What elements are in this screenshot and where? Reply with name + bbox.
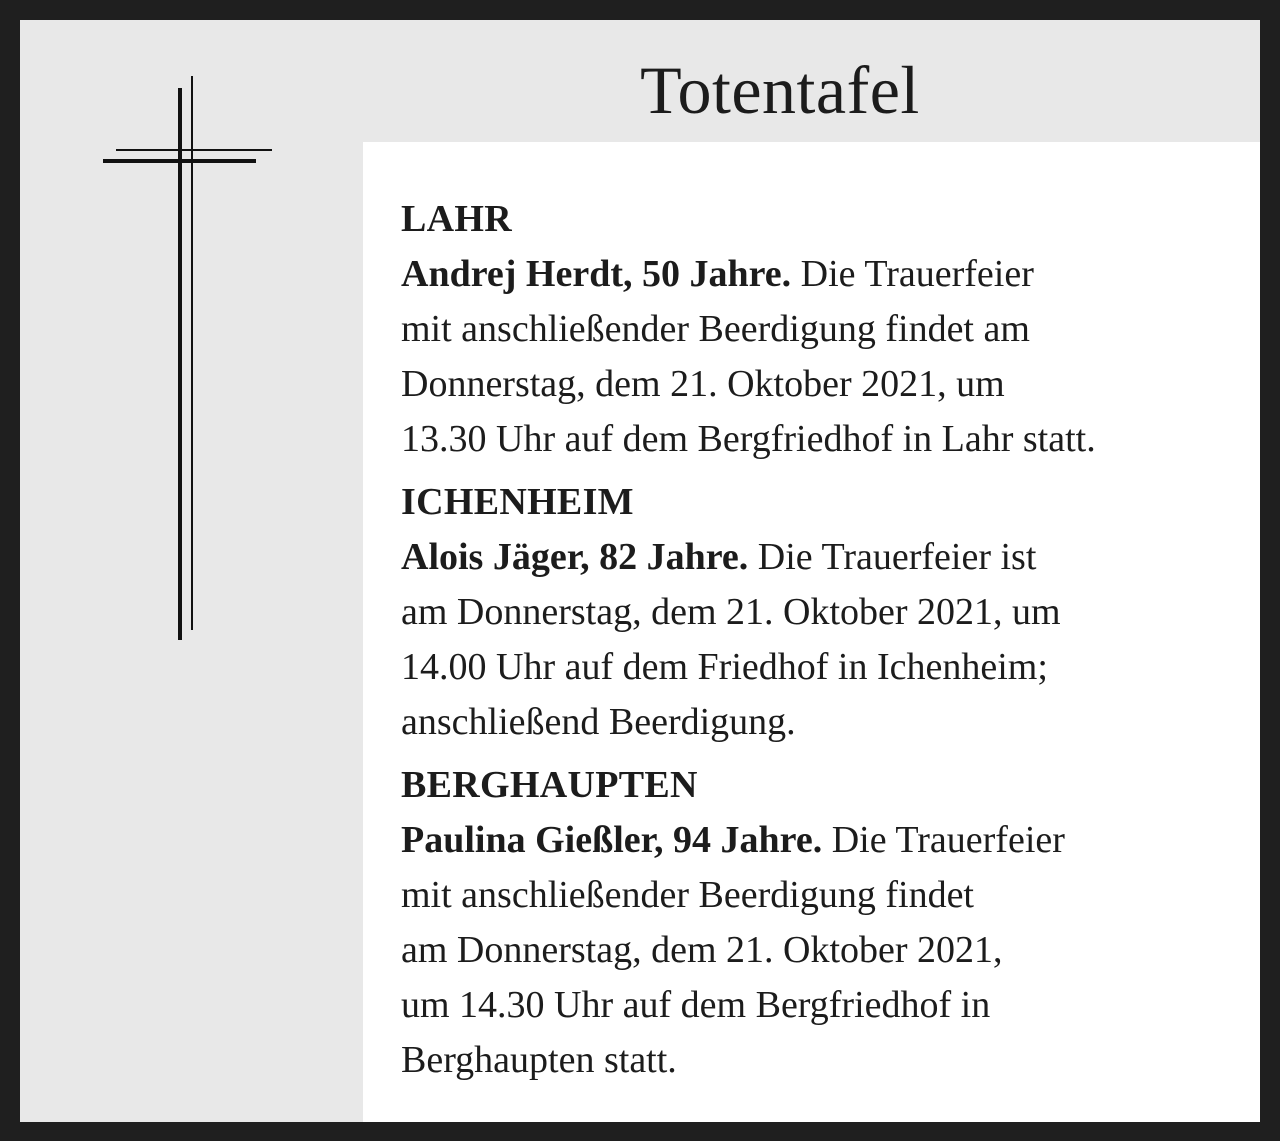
- entry-text: [401, 813, 1240, 1088]
- cross-icon: [20, 20, 340, 660]
- entry-line-text: Die Trauerfeier: [822, 819, 1065, 861]
- entry-name: Alois Jäger, 82 Jahre.: [401, 536, 749, 578]
- entry-line: 14.00 Uhr auf dem Friedhof in Ichenheim;: [401, 646, 1048, 688]
- entry-line: [401, 247, 1240, 302]
- obituary-entry: [401, 758, 1240, 1088]
- entry-name: Paulina Gießler, 94 Jahre.: [401, 819, 823, 861]
- entry-place: ICHENHEIM: [401, 481, 634, 523]
- entry-text: [401, 247, 1240, 467]
- entry-line: 13.30 Uhr auf dem Bergfriedhof in Lahr statt.: [401, 418, 1096, 460]
- entry-line: Donnerstag, dem 21. Oktober 2021, um: [401, 363, 1005, 405]
- entry-text: [401, 530, 1240, 750]
- entry-line-text: Die Trauerfeier: [791, 253, 1034, 295]
- entry-line: Berghaupten statt.: [401, 1039, 677, 1081]
- entry-place: BERGHAUPTEN: [401, 764, 698, 806]
- entry-line: um 14.30 Uhr auf dem Bergfriedhof in: [401, 984, 991, 1026]
- entry-name: Andrej Herdt, 50 Jahre.: [401, 253, 792, 295]
- obituary-board: [20, 20, 1260, 1122]
- obituary-entry: [401, 475, 1240, 750]
- entry-line: am Donnerstag, dem 21. Oktober 2021,: [401, 929, 1003, 971]
- entry-line: mit anschließender Beerdigung findet: [401, 874, 974, 916]
- page-title: Totentafel: [640, 52, 920, 128]
- obituary-list: [363, 142, 1260, 1122]
- entry-line: [401, 813, 1240, 868]
- entry-line-text: Die Trauerfeier ist: [748, 536, 1037, 578]
- entry-line: [401, 530, 1240, 585]
- entry-place: LAHR: [401, 198, 512, 240]
- entry-line: anschließend Beerdigung.: [401, 701, 796, 743]
- entry-line: mit anschließender Beerdigung findet am: [401, 308, 1030, 350]
- entry-line: am Donnerstag, dem 21. Oktober 2021, um: [401, 591, 1061, 633]
- obituary-entry: [401, 192, 1240, 467]
